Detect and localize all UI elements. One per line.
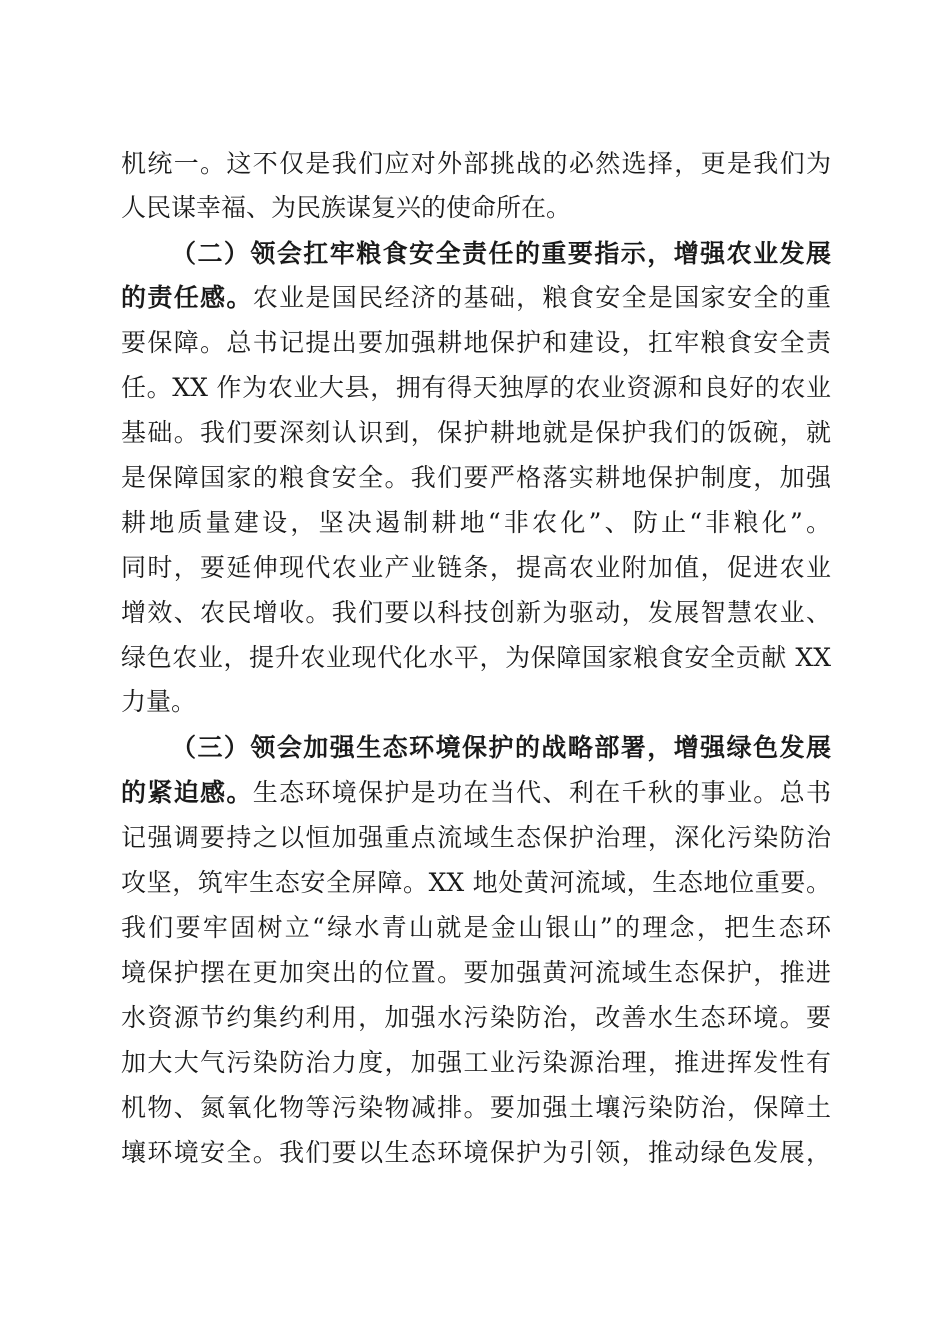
text-line (121, 276, 831, 320)
text-line: 同时，要延伸现代农业产业链条，提高农业附加值，促进农业 (121, 553, 831, 582)
text-line: 水资源节约集约利用，加强水污染防治，改善水生态环境。要 (121, 1003, 831, 1032)
text-line: 增效、农民增收。我们要以科技创新为驱动，发展智慧农业、 (121, 598, 831, 627)
text-line: 绿色农业，提升农业现代化水平，为保障国家粮食安全贡献 XX (121, 643, 831, 672)
section-heading: （二）领会扛牢粮食安全责任的重要指示，增强农业发展 (171, 239, 831, 268)
text-line: 是保障国家的粮食安全。我们要严格落实耕地保护制度，加强 (121, 463, 831, 492)
section-heading-tail: 的责任感。 (121, 283, 253, 312)
text-line (121, 771, 831, 815)
text-line: 机统一。这不仅是我们应对外部挑战的必然选择，更是我们为 (121, 149, 831, 178)
text-line: 耕地质量建设，坚决遏制耕地“非农化”、防止“非粮化”。 (121, 508, 831, 537)
text-span: 农业是国民经济的基础，粮食安全是国家安全的重 (252, 283, 831, 312)
text-line: 机物、氮氧化物等污染物减排。要加强土壤污染防治，保障土 (121, 1093, 831, 1122)
text-line: 壤环境安全。我们要以生态环境保护为引领，推动绿色发展， (121, 1138, 831, 1167)
text-line: 任。XX 作为农业大县，拥有得天独厚的农业资源和良好的农业 (121, 373, 831, 402)
text-line: 加大大气污染防治力度，加强工业污染源治理，推进挥发性有 (121, 1048, 831, 1077)
text-line: 力量。 (121, 687, 197, 716)
text-line: 境保护摆在更加突出的位置。要加强黄河流域生态保护，推进 (121, 958, 831, 987)
text-line: 记强调要持之以恒加强重点流域生态保护治理，深化污染防治 (121, 823, 831, 852)
text-line: 人民谋幸福、为民族谋复兴的使命所在。 (121, 193, 572, 222)
section-heading-tail: 的紧迫感。 (121, 778, 253, 807)
text-line: 攻坚，筑牢生态安全屏障。XX 地处黄河流域，生态地位重要。 (121, 868, 831, 897)
text-line: 我们要牢固树立“绿水青山就是金山银山”的理念，把生态环 (121, 913, 831, 942)
text-span: 生态环境保护是功在当代、利在千秋的事业。总书 (252, 778, 831, 807)
text-line: 要保障。总书记提出要加强耕地保护和建设，扛牢粮食安全责 (121, 328, 831, 357)
section-heading: （三）领会加强生态环境保护的战略部署，增强绿色发展 (171, 733, 831, 762)
text-line: 基础。我们要深刻认识到，保护耕地就是保护我们的饭碗，就 (121, 418, 831, 447)
